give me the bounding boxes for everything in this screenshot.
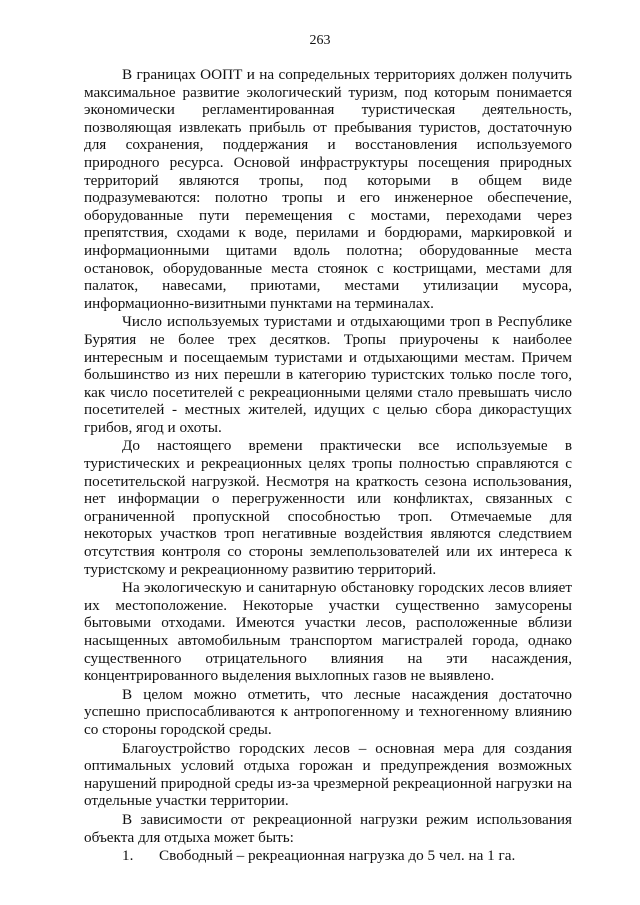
- paragraph-trails-count: Число используемых туристами и отдыхающими троп в Республике Бурятия не более трех десятков. Тропы приурочены к наиболее интересным и посещаемым туристами и отдыхающими местам. Причем большинство из них перешли в категорию туристских только после того, как число посетителей с рекреационными целями стало превышать число посетителей - местных жителей, идущих с целью сбора дикорастущих грибов, ягод и охоты.: [84, 313, 572, 436]
- list-item-text: Свободный – рекреационная нагрузка до 5 чел. на 1 га.: [159, 847, 516, 865]
- page-number: 263: [309, 33, 331, 48]
- paragraph-sanitary: На экологическую и санитарную обстановку городских лесов влияет их местоположение. Некоторые участки существенно замусорены бытовыми отходами. Имеются участки лесов, расположенные вблизи насыщенных автомобильным транспортом магистралей города, однако существенного отрицательного влияния на эти насаждения, концентрированного выделения выхлопных газов не выявлено.: [84, 579, 572, 685]
- body-text: [84, 66, 572, 865]
- paragraph-usage-mode: В зависимости от рекреационной нагрузки режим использования объекта для отдыха может быть:: [84, 810, 572, 846]
- paragraph-adaptation: В целом можно отметить, что лесные насаждения достаточно успешно приспосабливаются к антропогенному и техногенному влиянию со стороны городской среды.: [84, 685, 572, 738]
- paragraph-ecotourism: В границах ООПТ и на сопредельных территориях должен получить максимальное развитие экологический туризм, под которым понимается экономически регламентированная туристическая деятельность, позволяющая извлекать прибыль от пребывания туристов, достаточную для сохранения, поддержания и восстановления используемого природного ресурса. Основой инфраструктуры посещения природных территорий являются тропы, под которыми в общем виде подразумеваются: полотно тропы и его инженерное обеспечение, оборудованные пути перемещения с мостами, переходами через препятствия, сходами к воде, перилами и бордюрами, маркировкой и информационными щитами вдоль полотна; оборудованные места остановок, оборудованные места стоянок с кострищами, местами для палаток, навесами, приютами, местами утилизации мусора, информационно-визитными пунктами на терминалах.: [84, 66, 572, 312]
- list-item-number: 1.: [122, 847, 134, 865]
- paragraph-trails-load: До настоящего времени практически все используемые в туристических и рекреационных целях тропы полностью справляются с посетительской нагрузкой. Несмотря на краткость сезона использования, нет информации о перегруженности или конфликтах, связанных с ограниченной пропускной способностью троп. Отмечаемые для некоторых участков троп негативные воздействия являются следствием отсутствия контроля со стороны землепользователей или их интереса к туристскому и рекреационному развитию территорий.: [84, 437, 572, 578]
- paragraph-landscaping: Благоустройство городских лесов – основная мера для создания оптимальных условий отдыха горожан и предупреждения возможных нарушений природной среды из-за чрезмерной рекреационной нагрузки на отдельные участки территории.: [84, 739, 572, 810]
- list-item: [84, 847, 572, 865]
